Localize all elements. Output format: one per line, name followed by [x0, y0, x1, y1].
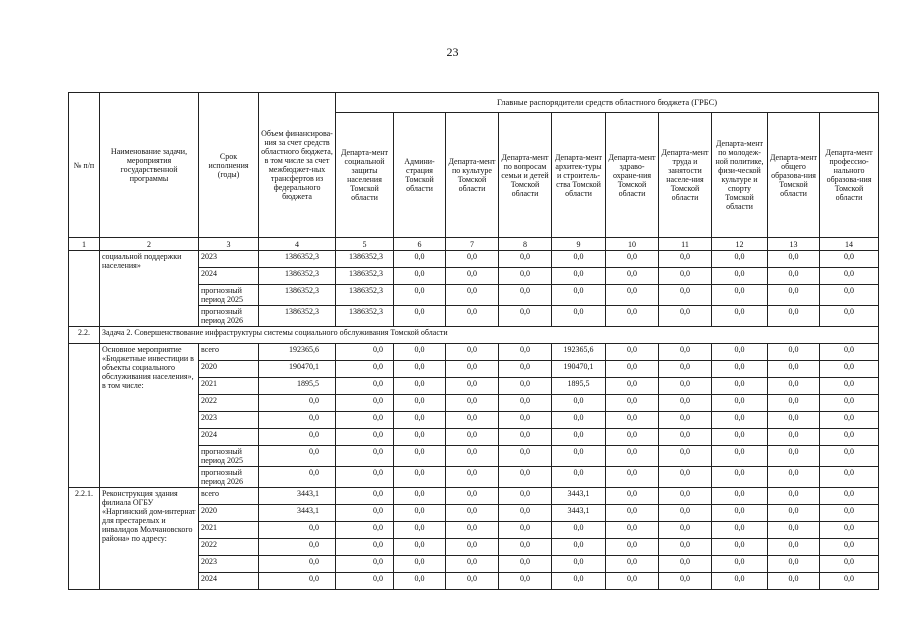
value-cell: 0,0 [446, 429, 499, 446]
column-number: 11 [659, 238, 712, 251]
value-cell: 0,0 [552, 251, 606, 268]
value-cell: 0,0 [712, 361, 768, 378]
value-cell: 0,0 [606, 539, 659, 556]
value-cell: 0,0 [606, 378, 659, 395]
value-cell: 0,0 [336, 378, 394, 395]
value-cell: 0,0 [394, 378, 446, 395]
value-cell: 0,0 [446, 446, 499, 467]
value-cell: 0,0 [499, 306, 552, 327]
value-cell: 0,0 [446, 573, 499, 590]
value-cell: 1386352,3 [336, 285, 394, 306]
value-cell: 3443,1 [552, 488, 606, 505]
value-cell: 0,0 [712, 344, 768, 361]
period-cell: 2022 [199, 395, 259, 412]
task-row [69, 327, 879, 344]
value-cell: 0,0 [820, 556, 879, 573]
value-cell: 0,0 [659, 429, 712, 446]
value-cell: 0,0 [659, 556, 712, 573]
value-cell: 0,0 [712, 268, 768, 285]
value-cell: 192365,6 [259, 344, 336, 361]
value-cell: 0,0 [259, 395, 336, 412]
value-cell: 0,0 [446, 505, 499, 522]
value-cell: 3443,1 [552, 505, 606, 522]
value-cell: 0,0 [446, 378, 499, 395]
value-cell: 0,0 [552, 539, 606, 556]
value-cell: 0,0 [820, 412, 879, 429]
value-cell: 0,0 [499, 429, 552, 446]
period-cell: 2024 [199, 268, 259, 285]
table-row [69, 251, 879, 268]
value-cell: 0,0 [394, 251, 446, 268]
period-cell: всего [199, 488, 259, 505]
value-cell: 0,0 [768, 429, 820, 446]
value-cell: 0,0 [446, 488, 499, 505]
period-cell: всего [199, 344, 259, 361]
value-cell: 0,0 [336, 522, 394, 539]
value-cell: 0,0 [552, 412, 606, 429]
value-cell: 0,0 [712, 505, 768, 522]
value-cell: 0,0 [659, 505, 712, 522]
value-cell: 0,0 [552, 446, 606, 467]
column-number: 13 [768, 238, 820, 251]
value-cell: 0,0 [606, 522, 659, 539]
value-cell: 0,0 [659, 251, 712, 268]
value-cell: 0,0 [712, 467, 768, 488]
value-cell: 0,0 [712, 378, 768, 395]
table-row [69, 488, 879, 505]
value-cell: 190470,1 [259, 361, 336, 378]
value-cell: 0,0 [820, 446, 879, 467]
column-number: 5 [336, 238, 394, 251]
value-cell: 0,0 [659, 467, 712, 488]
value-cell: 0,0 [552, 467, 606, 488]
value-cell: 0,0 [768, 467, 820, 488]
value-cell: 0,0 [820, 573, 879, 590]
value-cell: 0,0 [446, 522, 499, 539]
value-cell: 0,0 [712, 573, 768, 590]
period-cell: 2021 [199, 378, 259, 395]
value-cell: 0,0 [712, 251, 768, 268]
value-cell: 0,0 [499, 446, 552, 467]
value-cell: 0,0 [552, 268, 606, 285]
period-cell: прогнозный период 2025 [199, 285, 259, 306]
value-cell: 0,0 [768, 539, 820, 556]
header-total: Объем финансирова-ния за счет средств областного бюджета, в том числе за счет межбюджет-ных трансфертов из федерального бюджета [259, 93, 336, 238]
value-cell: 0,0 [606, 395, 659, 412]
value-cell: 0,0 [768, 556, 820, 573]
value-cell: 3443,1 [259, 488, 336, 505]
value-cell: 0,0 [259, 446, 336, 467]
header-name: Наименование задачи, мероприятия государственной программы [100, 93, 199, 238]
header-grbs-dept: Департа-мент по молодеж-ной политике, физи-ческой культуре и спорту Томской области [712, 113, 768, 238]
value-cell: 0,0 [259, 412, 336, 429]
column-number: 9 [552, 238, 606, 251]
value-cell: 0,0 [259, 522, 336, 539]
value-cell: 0,0 [336, 539, 394, 556]
value-cell: 0,0 [259, 556, 336, 573]
task-number: 2.2. [69, 327, 100, 344]
budget-table [68, 92, 879, 590]
column-number: 3 [199, 238, 259, 251]
value-cell: 0,0 [394, 412, 446, 429]
value-cell: 0,0 [659, 539, 712, 556]
period-cell: прогнозный период 2025 [199, 446, 259, 467]
value-cell: 0,0 [659, 395, 712, 412]
value-cell: 0,0 [499, 251, 552, 268]
value-cell: 0,0 [259, 573, 336, 590]
value-cell: 0,0 [712, 429, 768, 446]
value-cell: 0,0 [768, 378, 820, 395]
value-cell: 0,0 [659, 285, 712, 306]
value-cell: 0,0 [394, 446, 446, 467]
period-cell: 2023 [199, 412, 259, 429]
value-cell: 0,0 [712, 539, 768, 556]
column-number: 1 [69, 238, 100, 251]
table-row [69, 344, 879, 361]
value-cell: 0,0 [768, 306, 820, 327]
value-cell: 1386352,3 [259, 251, 336, 268]
value-cell: 1895,5 [259, 378, 336, 395]
value-cell: 1386352,3 [336, 306, 394, 327]
value-cell: 0,0 [820, 467, 879, 488]
value-cell: 0,0 [336, 446, 394, 467]
value-cell: 0,0 [336, 467, 394, 488]
value-cell: 0,0 [606, 285, 659, 306]
value-cell: 0,0 [820, 361, 879, 378]
column-number: 8 [499, 238, 552, 251]
page-number: 23 [446, 45, 459, 59]
header-grbs-dept: Департа-мент здраво-охране-ния Томской области [606, 113, 659, 238]
value-cell: 0,0 [336, 395, 394, 412]
period-cell: 2022 [199, 539, 259, 556]
value-cell: 0,0 [659, 378, 712, 395]
value-cell: 0,0 [259, 539, 336, 556]
value-cell: 0,0 [712, 395, 768, 412]
value-cell: 0,0 [659, 522, 712, 539]
value-cell: 0,0 [820, 344, 879, 361]
value-cell: 0,0 [712, 488, 768, 505]
value-cell: 0,0 [659, 361, 712, 378]
value-cell: 0,0 [820, 488, 879, 505]
value-cell: 0,0 [712, 412, 768, 429]
value-cell: 0,0 [606, 306, 659, 327]
value-cell: 0,0 [336, 505, 394, 522]
value-cell: 0,0 [336, 488, 394, 505]
value-cell: 0,0 [659, 344, 712, 361]
period-cell: 2024 [199, 573, 259, 590]
value-cell: 0,0 [336, 429, 394, 446]
value-cell: 0,0 [820, 539, 879, 556]
value-cell: 0,0 [336, 361, 394, 378]
value-cell: 0,0 [768, 268, 820, 285]
row-number [69, 251, 100, 327]
value-cell: 0,0 [394, 361, 446, 378]
value-cell: 0,0 [606, 556, 659, 573]
value-cell: 0,0 [552, 429, 606, 446]
header-grbs-dept: Админи-страция Томской области [394, 113, 446, 238]
value-cell: 0,0 [552, 522, 606, 539]
value-cell: 0,0 [336, 344, 394, 361]
value-cell: 0,0 [499, 412, 552, 429]
value-cell: 0,0 [446, 539, 499, 556]
value-cell: 0,0 [499, 505, 552, 522]
value-cell: 0,0 [446, 268, 499, 285]
value-cell: 0,0 [820, 306, 879, 327]
column-number: 10 [606, 238, 659, 251]
value-cell: 0,0 [394, 505, 446, 522]
value-cell: 1895,5 [552, 378, 606, 395]
value-cell: 0,0 [394, 306, 446, 327]
value-cell: 0,0 [499, 285, 552, 306]
value-cell: 0,0 [499, 488, 552, 505]
value-cell: 0,0 [768, 446, 820, 467]
value-cell: 0,0 [499, 522, 552, 539]
value-cell: 0,0 [336, 573, 394, 590]
value-cell: 0,0 [446, 361, 499, 378]
value-cell: 0,0 [768, 488, 820, 505]
measure-name: Реконструкция здания филиала ОГБУ «Наргинский дом-интернат для престарелых и инвалидов Молчановского района» по адресу: [100, 488, 199, 590]
value-cell: 0,0 [394, 429, 446, 446]
value-cell: 0,0 [259, 467, 336, 488]
period-cell: 2020 [199, 505, 259, 522]
header-grbs: Главные распорядители средств областного бюджета (ГРБС) [336, 93, 879, 113]
value-cell: 0,0 [768, 395, 820, 412]
value-cell: 0,0 [499, 361, 552, 378]
value-cell: 0,0 [712, 522, 768, 539]
column-number: 2 [100, 238, 199, 251]
period-cell: 2021 [199, 522, 259, 539]
value-cell: 0,0 [606, 268, 659, 285]
column-number: 7 [446, 238, 499, 251]
value-cell: 0,0 [336, 556, 394, 573]
value-cell: 0,0 [820, 268, 879, 285]
value-cell: 0,0 [820, 285, 879, 306]
value-cell: 0,0 [552, 285, 606, 306]
value-cell: 0,0 [499, 378, 552, 395]
value-cell: 1386352,3 [259, 285, 336, 306]
value-cell: 0,0 [768, 251, 820, 268]
header-grbs-dept: Департа-мент по вопросам семьи и детей Томской области [499, 113, 552, 238]
value-cell: 0,0 [336, 412, 394, 429]
value-cell: 0,0 [820, 522, 879, 539]
value-cell: 0,0 [394, 522, 446, 539]
column-number: 4 [259, 238, 336, 251]
header-grbs-dept: Департа-мент по культуре Томской области [446, 113, 499, 238]
value-cell: 0,0 [259, 429, 336, 446]
column-number: 14 [820, 238, 879, 251]
value-cell: 0,0 [394, 556, 446, 573]
value-cell: 0,0 [659, 268, 712, 285]
value-cell: 1386352,3 [259, 268, 336, 285]
value-cell: 0,0 [499, 268, 552, 285]
value-cell: 0,0 [606, 361, 659, 378]
value-cell: 0,0 [659, 412, 712, 429]
value-cell: 0,0 [499, 539, 552, 556]
header-grbs-dept: Департа-мент архитек-туры и строитель-ства Томской области [552, 113, 606, 238]
value-cell: 0,0 [712, 306, 768, 327]
value-cell: 0,0 [606, 251, 659, 268]
value-cell: 0,0 [712, 285, 768, 306]
column-number: 12 [712, 238, 768, 251]
value-cell: 0,0 [712, 556, 768, 573]
value-cell: 0,0 [768, 505, 820, 522]
task-text: Задача 2. Совершенствование инфраструктуры системы социального обслуживания Томской области [100, 327, 879, 344]
period-cell: 2020 [199, 361, 259, 378]
value-cell: 0,0 [394, 467, 446, 488]
value-cell: 0,0 [446, 412, 499, 429]
value-cell: 0,0 [606, 412, 659, 429]
value-cell: 0,0 [446, 556, 499, 573]
measure-name: Основное мероприятие «Бюджетные инвестиции в объекты социального обслуживания населения», в том числе: [100, 344, 199, 488]
value-cell: 0,0 [552, 395, 606, 412]
value-cell: 0,0 [820, 505, 879, 522]
value-cell: 192365,6 [552, 344, 606, 361]
value-cell: 0,0 [394, 344, 446, 361]
value-cell: 0,0 [820, 395, 879, 412]
period-cell: прогнозный период 2026 [199, 306, 259, 327]
value-cell: 0,0 [446, 251, 499, 268]
value-cell: 0,0 [768, 361, 820, 378]
value-cell: 0,0 [446, 344, 499, 361]
value-cell: 0,0 [768, 285, 820, 306]
value-cell: 0,0 [768, 522, 820, 539]
header-num: № п/п [69, 93, 100, 238]
value-cell: 0,0 [499, 344, 552, 361]
value-cell: 0,0 [394, 488, 446, 505]
value-cell: 3443,1 [259, 505, 336, 522]
value-cell: 0,0 [394, 573, 446, 590]
value-cell: 0,0 [606, 488, 659, 505]
value-cell: 0,0 [499, 395, 552, 412]
header-grbs-dept: Департа-мент социальной защиты населения Томской области [336, 113, 394, 238]
value-cell: 0,0 [446, 285, 499, 306]
measure-name: социальной поддержки населения» [100, 251, 199, 327]
value-cell: 0,0 [768, 344, 820, 361]
value-cell: 1386352,3 [336, 251, 394, 268]
period-cell: 2024 [199, 429, 259, 446]
header-grbs-dept: Департа-мент общего образова-ния Томской области [768, 113, 820, 238]
value-cell: 0,0 [606, 446, 659, 467]
value-cell: 0,0 [659, 306, 712, 327]
value-cell: 0,0 [394, 539, 446, 556]
value-cell: 0,0 [768, 412, 820, 429]
value-cell: 0,0 [712, 446, 768, 467]
value-cell: 0,0 [446, 467, 499, 488]
period-cell: 2023 [199, 556, 259, 573]
row-number [69, 344, 100, 488]
value-cell: 0,0 [394, 268, 446, 285]
value-cell: 0,0 [606, 429, 659, 446]
value-cell: 0,0 [499, 467, 552, 488]
value-cell: 1386352,3 [259, 306, 336, 327]
value-cell: 0,0 [552, 306, 606, 327]
value-cell: 0,0 [606, 467, 659, 488]
value-cell: 0,0 [606, 344, 659, 361]
value-cell: 0,0 [446, 395, 499, 412]
value-cell: 0,0 [820, 378, 879, 395]
value-cell: 0,0 [499, 556, 552, 573]
value-cell: 0,0 [446, 306, 499, 327]
value-cell: 0,0 [499, 573, 552, 590]
value-cell: 0,0 [552, 556, 606, 573]
header-grbs-dept: Департа-мент профессио-нального образова-ния Томской области [820, 113, 879, 238]
row-number: 2.2.1. [69, 488, 100, 590]
table-header [69, 93, 879, 251]
period-cell: 2023 [199, 251, 259, 268]
value-cell: 0,0 [394, 395, 446, 412]
value-cell: 190470,1 [552, 361, 606, 378]
value-cell: 0,0 [820, 429, 879, 446]
value-cell: 0,0 [552, 573, 606, 590]
value-cell: 0,0 [659, 573, 712, 590]
header-period: Срок исполнения (годы) [199, 93, 259, 238]
value-cell: 0,0 [606, 505, 659, 522]
value-cell: 0,0 [394, 285, 446, 306]
value-cell: 0,0 [606, 573, 659, 590]
value-cell: 0,0 [768, 573, 820, 590]
value-cell: 0,0 [659, 488, 712, 505]
header-grbs-dept: Департа-мент труда и занятости населе-ния Томской области [659, 113, 712, 238]
value-cell: 0,0 [820, 251, 879, 268]
period-cell: прогнозный период 2026 [199, 467, 259, 488]
value-cell: 1386352,3 [336, 268, 394, 285]
value-cell: 0,0 [659, 446, 712, 467]
column-number: 6 [394, 238, 446, 251]
